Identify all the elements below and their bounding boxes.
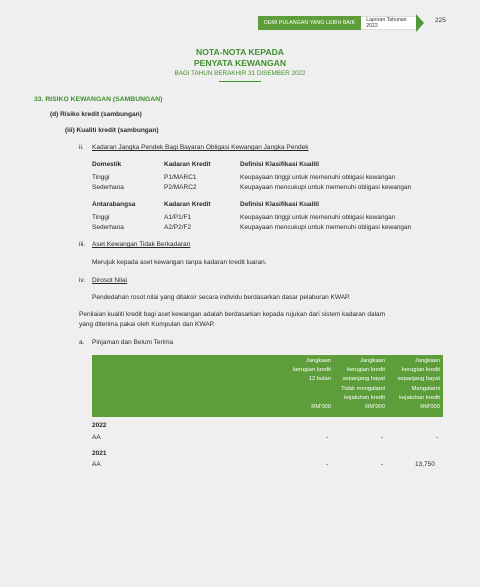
antarabangsa-row2-rating: A2/P2/F2 (164, 224, 192, 231)
antarabangsa-row2-category: Sederhana (92, 224, 124, 231)
antarabangsa-header-col2: Kadaran Kredit (164, 201, 211, 208)
title-line-1: NOTA-NOTA KEPADA (196, 47, 284, 57)
year-2021-label: 2021 (92, 450, 107, 457)
domestik-row1-definition: Keupayaan tinggi untuk memenuhi obligasi kewangan (240, 174, 396, 181)
antarabangsa-row1-category: Tinggi (92, 214, 110, 221)
item-ii-number: ii. (79, 144, 84, 151)
row-2022-value-1: - (326, 434, 329, 441)
col-header-stage1: Jangkaan kerugian kredit 12 bulan RM'000 (292, 358, 331, 411)
title-line-3: BAGI TAHUN BERAKHIR 31 DISEMBER 2022 (174, 70, 306, 77)
domestik-row1-category: Tinggi (92, 174, 110, 181)
item-a-number: a. (79, 339, 85, 346)
domestik-row2-category: Sederhana (92, 184, 124, 191)
title-divider (219, 81, 261, 82)
page-number: 225 (435, 17, 446, 24)
row-2022-value-2: - (381, 434, 384, 441)
antarabangsa-header-col3: Definisi Klasifikasi Kualiti (240, 201, 320, 208)
item-iv-text: Pendedahan rosot nilai yang ditaksir secara individu berdasarkan dasar pelaburan KWAP. (92, 294, 351, 301)
antarabangsa-row2-definition: Keupayaan mencukupi untuk memenuhi obligasi kewangan (240, 224, 412, 231)
domestik-row2-definition: Keupayaan mencukupi untuk memenuhi obligasi kewangan (240, 184, 412, 191)
subsection-d: (d) Risiko kredit (sambungan) (50, 111, 142, 118)
domestik-row1-rating: P1/MARC1 (164, 174, 197, 181)
domestik-header-col1: Domestik (92, 161, 122, 168)
row-2021-value-2: - (381, 461, 384, 468)
domestik-row2-rating: P2/MARC2 (164, 184, 197, 191)
row-2021-value-1: - (326, 461, 329, 468)
domestik-header-col2: Kadaran Kredit (164, 161, 211, 168)
title-line-2: PENYATA KEWANGAN (193, 58, 287, 68)
header-report-title: Laporan Tahunan 2022 (361, 16, 419, 30)
item-iii-text: Merujuk kepada aset kewangan tanpa kadaran kredit luaran. (92, 259, 267, 266)
item-ii-title: Kadaran Jangka Pendek Bagi Bayaran Obligasi Kewangan Jangka Pendek (92, 144, 309, 151)
col-header-stage2: Jangkaan kerugian kredit sepanjang hayat Tidak mengalami kejatuhan kredit RM'000 (341, 358, 385, 411)
section-heading: 33. RISIKO KEWANGAN (SAMBUNGAN) (34, 96, 163, 103)
year-2022-label: 2022 (92, 422, 107, 429)
paragraph-line-2: yang diterima pakai oleh Kumpulan dan KWAP. (79, 321, 215, 328)
row-2022-label: AA (92, 434, 101, 441)
subsection-iii: (iii) Kualiti kredit (sambungan) (65, 127, 159, 134)
header-tagline: DEMI PULANGAN YANG LEBIH BAIK (258, 16, 361, 30)
item-a-title: Pinjaman dan Belum Terima (92, 339, 174, 346)
running-header (258, 16, 419, 30)
antarabangsa-row1-definition: Keupayaan tinggi untuk memenuhi obligasi kewangan (240, 214, 396, 221)
row-2022-value-3: - (436, 434, 439, 441)
col-header-stage3: Jangkaan kerugian kredit sepanjang hayat Mengalami kejatuhan kredit RM'000 (397, 358, 440, 411)
header-arrow-icon (416, 14, 424, 32)
paragraph-line-1: Penilaian kualiti kredit bagi aset kewangan adalah berdasarkan kepada rujukan dari sistem kadaran dalam (79, 311, 386, 318)
antarabangsa-row1-rating: A1/P1/F1 (164, 214, 192, 221)
antarabangsa-header-col1: Antarabangsa (92, 201, 136, 208)
item-iv-number: iv. (79, 277, 86, 284)
row-2021-value-3: 13,750 (415, 461, 435, 468)
item-iii-title: Aset Kewangan Tidak Berkadaran (92, 241, 191, 248)
row-2021-label: AA (92, 461, 101, 468)
table-header (92, 355, 443, 417)
item-iii-number: iii. (79, 241, 86, 248)
item-iv-title: Dirosot Nilai (92, 277, 128, 284)
domestik-header-col3: Definisi Klasifikasi Kualiti (240, 161, 320, 168)
